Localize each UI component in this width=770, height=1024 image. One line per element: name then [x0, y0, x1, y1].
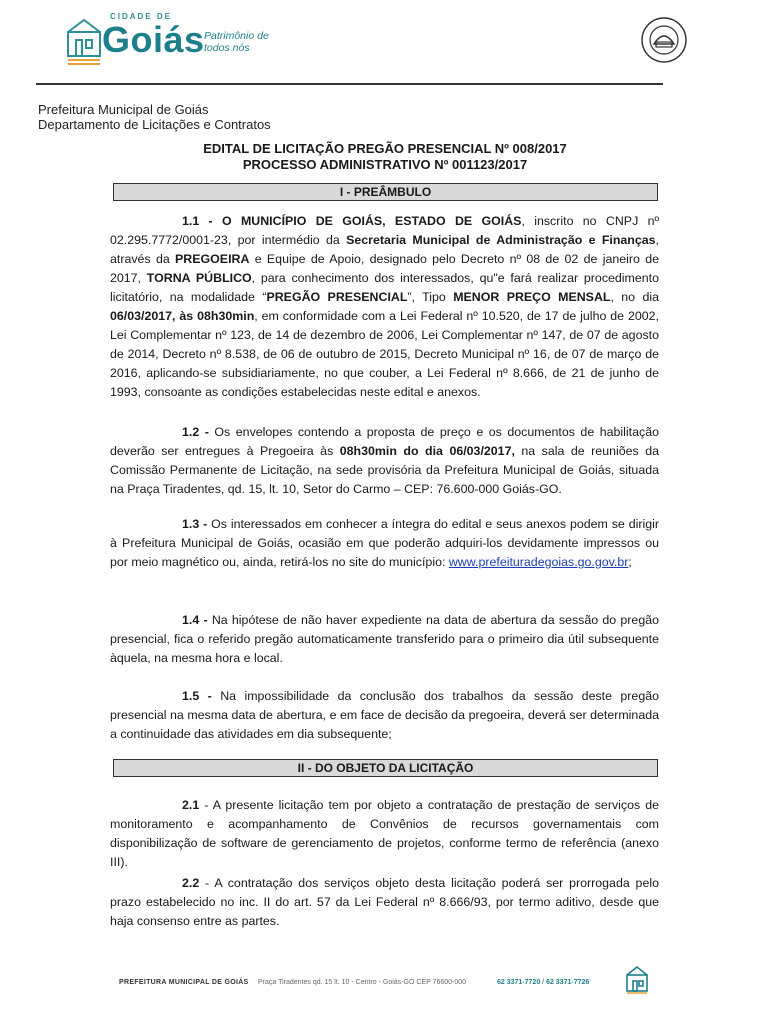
p1-text-d: , através da	[110, 233, 659, 266]
footer-org-name: PREFEITURA MUNICIPAL DE GOIÁS	[119, 979, 249, 986]
section-heading-preambulo: I - PREÂMBULO	[113, 183, 658, 201]
p7-lead: 2.2	[182, 876, 200, 890]
page-header	[0, 0, 770, 86]
document-title	[38, 141, 732, 173]
p2-text-b: Os envelopes contendo a proposta de preço e os documentos de habilitação deverão ser entregues à Pregoeira às	[110, 425, 659, 458]
paragraph-1-1	[110, 212, 659, 402]
unesco-seal-icon	[640, 16, 688, 64]
logo-tagline: Patrimônio de todos nós	[204, 30, 269, 54]
header-divider	[36, 83, 663, 85]
paragraph-1-5	[110, 687, 659, 744]
p1-text-n: , em conformidade com a Lei Federal nº 10.520, de 17 de julho de 2002, Lei Complementar nº 123, de 14 de dezembro de 2006, Lei Complementar nº 147, de 07 de agosto de 2014, Decreto nº 8.538, de 06 de outubro de 2015, Decreto Municipal nº 16, de 07 de março de 2016, aplicando-se subsidiariamente, no que couber, a Lei Federal nº 8.666, de 21 de junho de 1993, consoante as condições estabelecidas neste edital e anexos.	[110, 309, 660, 399]
paragraph-2-1	[110, 796, 659, 872]
p3-text-b: Os interessados em conhecer a íntegra do edital e seus anexos podem se dirigir à Prefeitura Municipal de Goiás, ocasião em que poderão adquiri-los devidamente impressos ou por meio magnético ou, ainda, retirá-los no site do município:	[110, 517, 659, 569]
p2-text-d: na sala de reuniões da Comissão Permanente de Licitação, na sede provisória da Prefeitura Municipal de Goiás, situada na Praça Tiradentes, qd. 15, lt. 10, Setor do Carmo – CEP: 76.600-000 Goiás-GO.	[110, 444, 659, 496]
org-line-2: Departamento de Licitações e Contratos	[38, 117, 271, 132]
p1-text-e: PREGOEIRA	[175, 252, 250, 266]
organization-block	[38, 102, 271, 132]
p3-text-c: ;	[628, 555, 632, 569]
page-footer	[0, 955, 770, 1015]
p1-text-g: TORNA PÚBLICO	[146, 271, 252, 285]
p4-text-b: Na hipótese de não haver expediente na data de abertura da sessão do pregão presencial, fica o referido pregão automaticamente transferido para o primeiro dia útil subsequente àquela, na mesma hora e local.	[110, 613, 659, 665]
logo-small-text: CIDADE DE	[110, 12, 173, 21]
p1-text-f: e Equipe de Apoio, designado pelo Decreto nº 08 de 02 de janeiro de 2017,	[110, 252, 659, 285]
footer-building-icon	[624, 963, 650, 995]
paragraph-1-3	[110, 515, 659, 572]
footer-address: Praça Tiradentes qd. 15 lt. 10 - Centro - Goiás-GO CEP 76600-000	[258, 979, 467, 986]
section-heading-objeto: II - DO OBJETO DA LICITAÇÃO	[113, 759, 658, 777]
title-line-2: PROCESSO ADMINISTRATIVO Nº 001123/2017	[242, 157, 528, 172]
title-line-1: EDITAL DE LICITAÇÃO PREGÃO PRESENCIAL Nº 008/2017	[203, 141, 567, 156]
p1-text-h: , para conhecimento dos interessados, qu"e fará realizar procedimento licitatório, na modalidade “	[110, 271, 659, 304]
p1-text-l: , no dia	[610, 290, 659, 304]
paragraph-2-2	[110, 874, 659, 931]
p5-lead: 1.5 -	[182, 689, 212, 703]
p7-text-b: - A contratação dos serviços objeto desta licitação poderá ser prorrogada pelo prazo estabelecido no inc. II do art. 57 da Lei Federal nº 8.666/93, por termo aditivo, desde que haja consenso entre as partes.	[110, 876, 659, 928]
footer-phone-2: 62 3371-7726	[546, 979, 590, 986]
paragraph-1-4	[110, 611, 659, 668]
municipality-website-link[interactable]: www.prefeituradegoias.go.gov.br	[448, 555, 629, 569]
p2-lead: 1.2 -	[182, 425, 209, 439]
p4-lead: 1.4 -	[182, 613, 208, 627]
p1-text-m: 06/03/2017, às 08h30min	[110, 309, 255, 323]
p1-text-c: Secretaria Municipal de Administração e Finanças	[346, 233, 656, 247]
p5-text-b: Na impossibilidade da conclusão dos trabalhos da sessão deste pregão presencial na mesma data de abertura, e em face de decisão da pregoeira, deverá ser determinada a continuidade das atividades em dia subsequente;	[110, 689, 659, 741]
footer-phones	[497, 979, 589, 986]
p1-text-i: PREGÃO PRESENCIAL	[266, 290, 408, 304]
p6-lead: 2.1	[182, 798, 200, 812]
footer-phone-1: 62 3371-7720	[497, 979, 541, 986]
p1-text-j: ”, Tipo	[407, 290, 454, 304]
footer-phone-separator: /	[540, 979, 547, 986]
paragraph-1-2	[110, 423, 659, 499]
p2-text-c: 08h30min do dia 06/03/2017,	[339, 444, 515, 458]
p3-lead: 1.3 -	[182, 517, 208, 531]
p1-lead: 1.1 - O MUNICÍPIO DE GOIÁS, ESTADO DE GOIÁS	[182, 214, 522, 228]
p6-text-b: - A presente licitação tem por objeto a contratação de prestação de serviços de monitoramento e acompanhamento de Convênios de recursos governamentais com disponibilização de software de gerenciamento de projetos, conforme termo de referência (anexo III).	[110, 798, 659, 869]
p1-text-k: MENOR PREÇO MENSAL	[453, 290, 611, 304]
org-line-1: Prefeitura Municipal de Goiás	[38, 102, 209, 117]
logo-name: Goiás	[102, 19, 205, 60]
p1-text-b: , inscrito no CNPJ nº 02.295.7772/0001-23, por intermédio da	[110, 214, 660, 247]
